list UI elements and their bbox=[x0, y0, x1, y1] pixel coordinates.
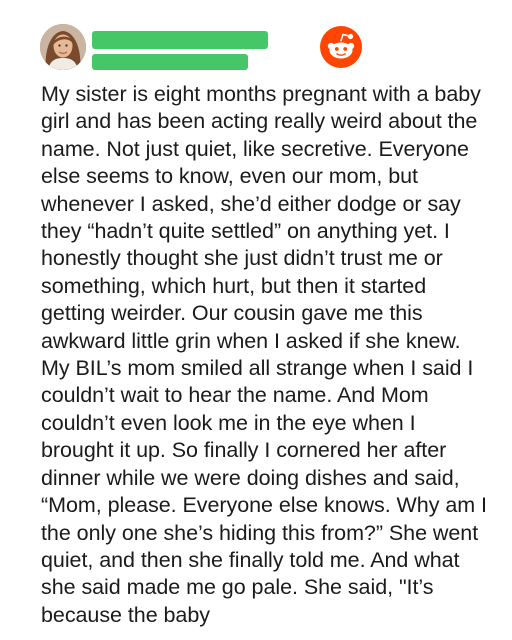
user-avatar-icon bbox=[40, 24, 86, 70]
redacted-handle bbox=[92, 54, 248, 70]
reddit-icon[interactable] bbox=[320, 26, 362, 68]
post-body-text: My sister is eight months pregnant with a baby girl and has been acting really weird about the name. Not just quiet, like secretive. Everyone else seems to know, even our mom, but whenever I asked, she’d either dodge or say they “hadn’t quite settled” on anything yet. I honestly thought she just didn’t trust me or something, which hurt, but then it started getting weirder. Our cousin gave me this awkward little grin when I asked if she knew. My BIL’s mom smiled all strange when I said I couldn’t wait to hear the name. And Mom couldn’t even look me in the eye when I brought it up. So finally I cornered her after dinner while we were doing dishes and said, “Mom, please. Everyone else knows. Why am I the only one she’s hiding this from?” She went quiet, and then she finally told me. And what she said made me go pale. She said, "It’s because the baby bbox=[41, 82, 487, 627]
redacted-username bbox=[92, 31, 268, 49]
avatar[interactable] bbox=[40, 24, 86, 70]
